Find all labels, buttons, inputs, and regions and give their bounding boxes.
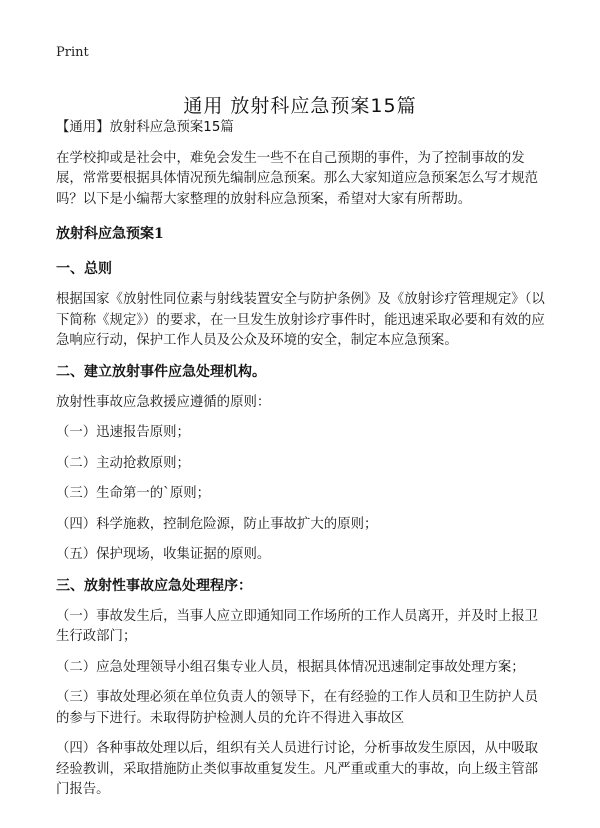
procedure-item: （三）事故处理必须在单位负责人的领导下，在有经验的工作人员和卫生防护人员的参与下进行。未取得防护检测人员的允许不得进入事故区 bbox=[56, 690, 539, 726]
procedure-item: （四）各种事故处理以后，组织有关人员进行讨论，分析事故发生原因，从中吸取经验教训，采取措施防止类似事故重复发生。凡严重或重大的事故，向上级主管部门报告。 bbox=[56, 741, 539, 797]
print-label: Print bbox=[56, 45, 89, 60]
principle-item: （二）主动抢救原则； bbox=[56, 455, 190, 471]
section2-heading: 二、建立放射事件应急处理机构。 bbox=[56, 363, 266, 380]
document-title: 通用 放射科应急预案15篇 bbox=[183, 94, 417, 117]
section3-heading: 三、放射性事故应急处理程序： bbox=[56, 577, 252, 594]
procedure-item: （二）应急处理领导小组召集专业人员，根据具体情况迅速制定事故处理方案； bbox=[56, 659, 525, 675]
procedure-item: （一）事故发生后，当事人应立即通知同工作场所的工作人员离开，并及时上报卫生行政部门； bbox=[56, 608, 539, 644]
plan-title: 放射科应急预案1 bbox=[56, 226, 164, 242]
intro-paragraph: 在学校抑或是社会中，难免会发生一些不在自己预期的事件，为了控制事故的发展，常常要根据具体情况预先编制应急预案。那么大家知道应急预案怎么写才规范吗？以下是小编帮大家整理的放射科应急预案，希望对大家有所帮助。 bbox=[56, 150, 539, 207]
principle-item: （五）保护现场，收集证据的原则。 bbox=[56, 547, 271, 562]
principle-item: （四）科学施救，控制危险源，防止事故扩大的原则； bbox=[56, 516, 378, 532]
section1-body: 根据国家《放射性同位素与射线装置安全与防护条例》及《放射诊疗管理规定》（以下简称《规定》）的要求，在一旦发生放射诊疗事件时，能迅速采取必要和有效的应急响应行动，保护工作人员及公众及环境的安全，制定本应急预案。 bbox=[56, 292, 545, 348]
document-subtitle: 【通用】放射科应急预案15篇 bbox=[56, 120, 234, 135]
document-body bbox=[56, 118, 548, 811]
principle-item: （三）生命第一的`原则； bbox=[56, 486, 210, 501]
section2-lead: 放射性事故应急救援应遵循的原则： bbox=[56, 394, 271, 410]
principle-item: （一）迅速报告原则； bbox=[56, 425, 190, 440]
section1-heading: 一、总则 bbox=[56, 261, 112, 277]
